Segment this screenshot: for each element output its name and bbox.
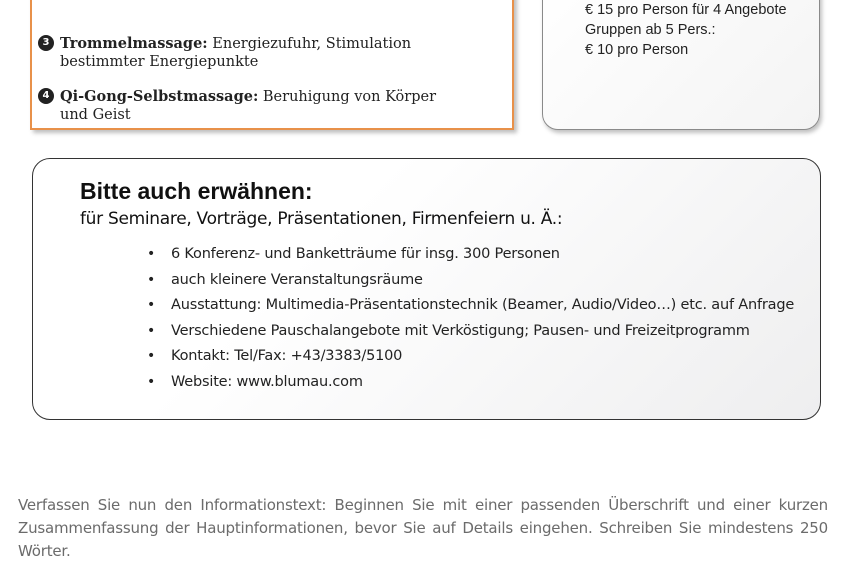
price-box	[542, 0, 820, 130]
list-item-text: Kontakt: Tel/Fax: +43/3383/5100	[171, 348, 403, 365]
instruction-text: Verfassen Sie nun den Informationstext: Beginnen Sie mit einer passenden Überschrift und einer kurzen Zusammenfassung der Hauptinformationen, bevor Sie auf Details eingehen. Schreiben Sie mindestens 250 Wörter.	[18, 496, 828, 560]
events-list	[147, 243, 794, 397]
list-item-text: Ausstattung: Multimedia-Präsentationstechnik (Beamer, Audio/Video…) etc. auf Anfrage	[171, 297, 795, 314]
bullet-icon: •	[147, 322, 156, 339]
list-item-text: Website: www.blumau.com	[171, 373, 363, 390]
massage-item-text: Energiezufuhr, Stimulation bestimmter Energiepunkte	[60, 36, 412, 70]
list-item-text: auch kleinere Veranstaltungsräume	[171, 271, 423, 288]
bullet-icon: •	[147, 297, 156, 314]
number-4-icon: 4	[38, 88, 54, 104]
bullet-icon: •	[147, 373, 156, 390]
price-line: € 10 pro Person	[585, 42, 689, 58]
price-line: € 15 pro Person für 4 Angebote	[585, 2, 787, 18]
massage-item	[42, 88, 460, 124]
list-item	[147, 294, 794, 320]
bullet-icon: •	[147, 348, 156, 365]
list-item	[147, 345, 794, 371]
list-item	[147, 371, 794, 397]
events-title: Bitte auch erwähnen:	[80, 178, 313, 204]
bullet-icon: •	[147, 271, 156, 288]
list-item-text: Verschiedene Pauschalangebote mit Verköstigung; Pausen- und Freizeitprogramm	[171, 322, 750, 339]
massage-item-title: Qi-Gong-Selbstmassage:	[60, 88, 259, 105]
list-item-text: 6 Konferenz- und Banketträume für insg. 300 Personen	[171, 246, 560, 262]
massage-item	[42, 35, 460, 71]
group-label: Gruppen ab 5 Pers.:	[585, 22, 716, 38]
massage-item-title: Trommelmassage:	[60, 35, 208, 52]
list-item	[147, 269, 794, 295]
number-3-icon: 3	[38, 35, 54, 51]
bullet-icon: •	[147, 246, 156, 262]
list-item	[147, 320, 794, 346]
list-item	[147, 243, 794, 269]
events-subtitle: für Seminare, Vorträge, Präsentationen, Firmenfeiern u. Ä.:	[80, 209, 563, 229]
massage-item-text: Beruhigung von Körper und Geist	[60, 89, 437, 123]
